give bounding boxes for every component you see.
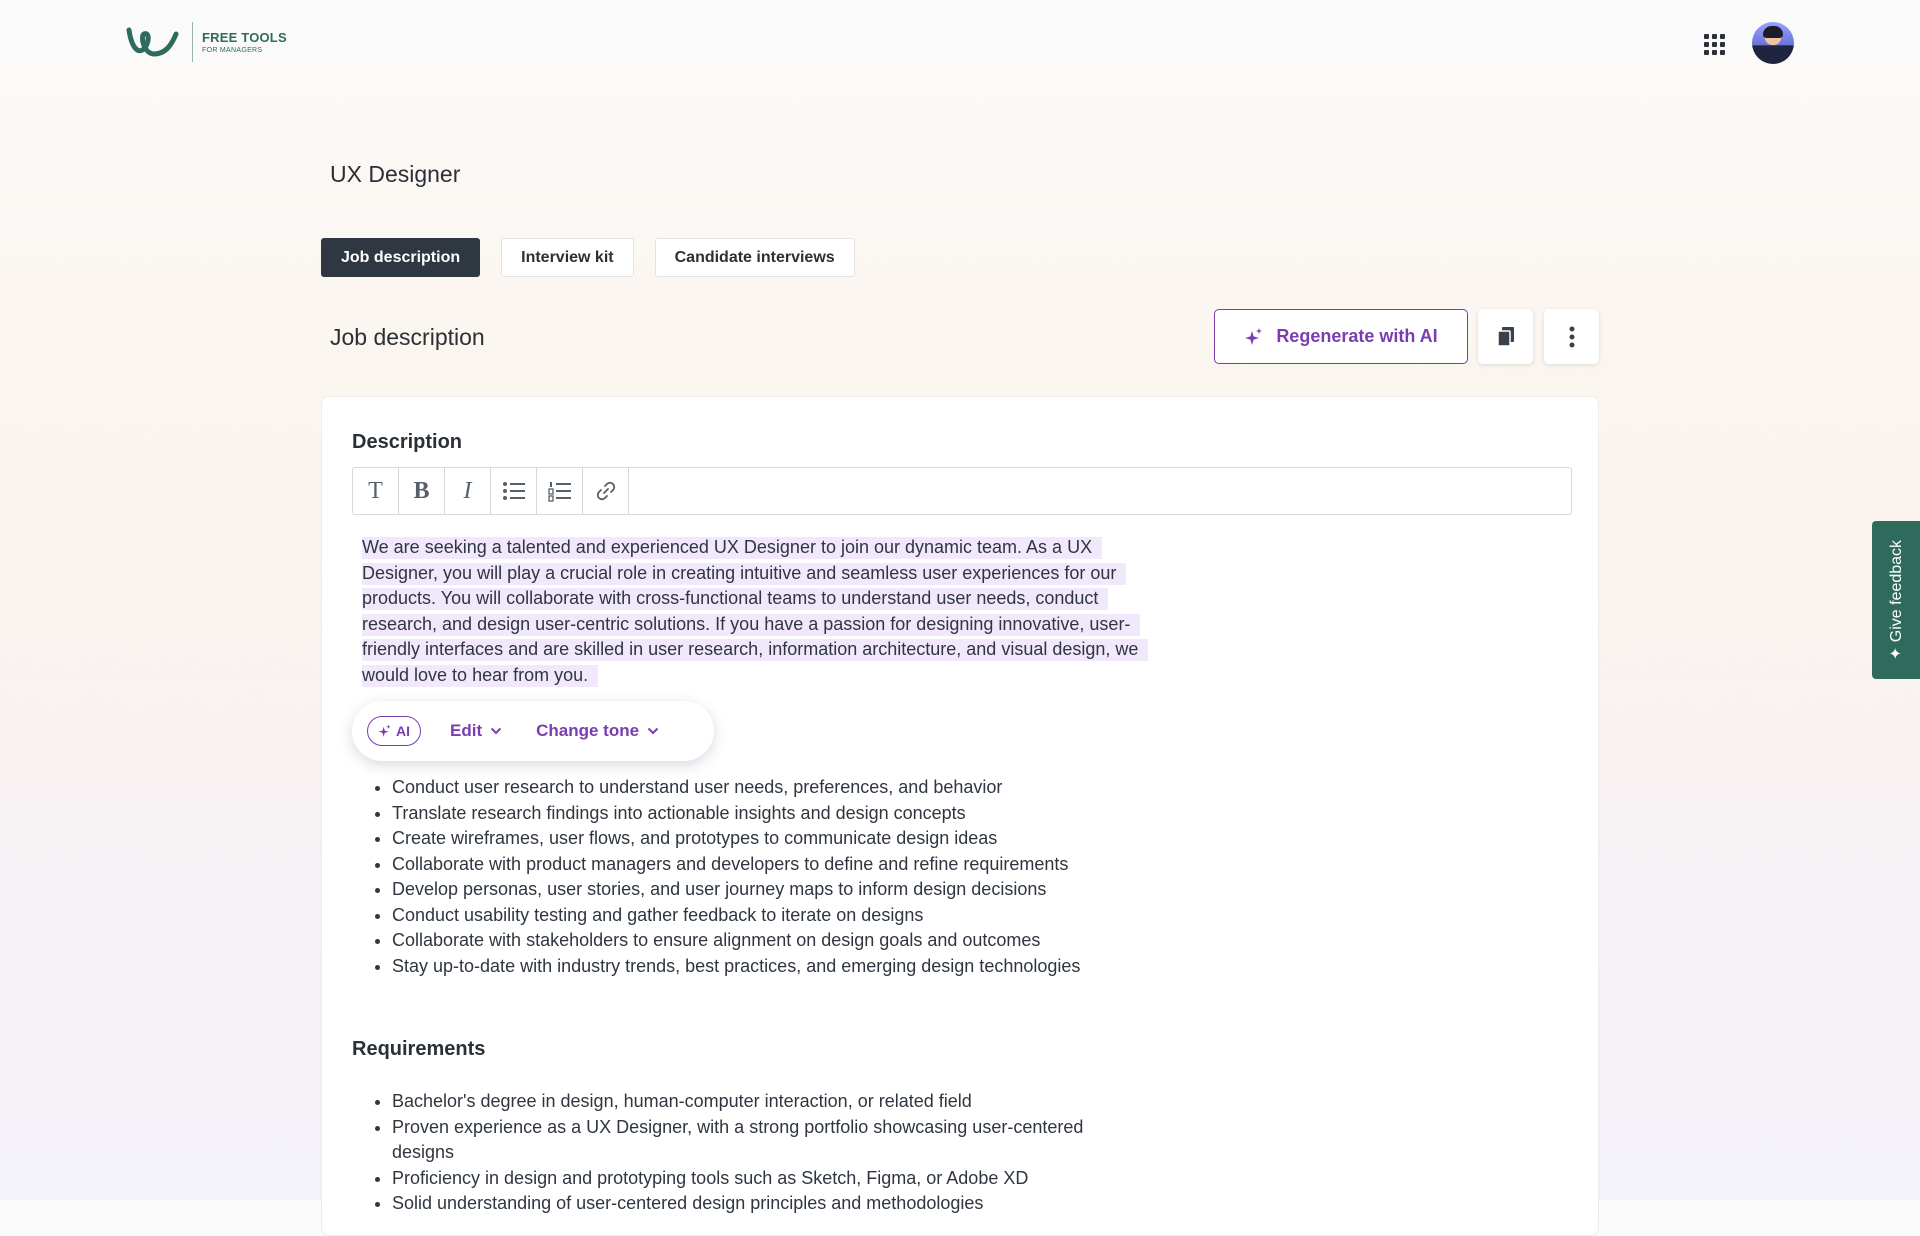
list-item: Solid understanding of user-centered design principles and methodologies bbox=[392, 1191, 1112, 1217]
chevron-down-icon bbox=[490, 727, 502, 735]
selected-description: We are seeking a talented and experienced UX Designer to join our dynamic team. As a UX Designer, you will play a crucial role in creating intuitive and seamless user experiences for our products. You will collaborate with cross-functional teams to understand user needs, conduct research, and design user-centric solutions. If you have a passion for designing innovative, user-friendly interfaces and are skilled in user research, information architecture, and visual design, we would love to hear from you. bbox=[362, 537, 1148, 687]
list-item: Translate research findings into actionable insights and design concepts bbox=[392, 801, 1192, 827]
edit-menu[interactable] bbox=[450, 721, 502, 741]
editor-toolbar bbox=[352, 467, 1572, 515]
logo-mark-icon bbox=[126, 24, 182, 60]
more-vertical-icon bbox=[1569, 326, 1575, 348]
give-feedback-label: ✦ Give feedback bbox=[1888, 539, 1905, 661]
logo-text bbox=[202, 31, 287, 54]
description-label: Description bbox=[352, 431, 463, 453]
give-feedback-button[interactable] bbox=[1872, 521, 1920, 679]
logo-divider bbox=[192, 22, 193, 62]
responsibilities-list bbox=[392, 775, 1192, 979]
grid-icon[interactable] bbox=[1700, 30, 1726, 56]
regenerate-with-ai-button[interactable] bbox=[1214, 309, 1468, 364]
ai-popover bbox=[352, 701, 714, 761]
text-style-icon[interactable]: T bbox=[353, 468, 399, 514]
regenerate-label: Regenerate with AI bbox=[1276, 326, 1438, 346]
requirements-label: Requirements bbox=[352, 1038, 486, 1060]
section-title: Job description bbox=[330, 324, 485, 350]
list-item: Bachelor's degree in design, human-computer interaction, or related field bbox=[392, 1089, 1112, 1115]
chevron-down-icon bbox=[647, 727, 659, 735]
italic-icon[interactable]: I bbox=[445, 468, 491, 514]
list-item: Proven experience as a UX Designer, with a strong portfolio showcasing user-centered designs bbox=[392, 1115, 1112, 1166]
list-item: Create wireframes, user flows, and prototypes to communicate design ideas bbox=[392, 826, 1192, 852]
list-item: Collaborate with stakeholders to ensure alignment on design goals and outcomes bbox=[392, 928, 1192, 954]
logo-subtitle: FOR MANAGERS bbox=[202, 46, 263, 54]
edit-label: Edit bbox=[450, 721, 483, 740]
tab-bar bbox=[321, 238, 855, 277]
top-bar bbox=[0, 0, 1920, 84]
more-options-button[interactable] bbox=[1544, 309, 1599, 364]
ai-button[interactable] bbox=[367, 716, 421, 746]
tab-candidate-interviews[interactable]: Candidate interviews bbox=[655, 238, 855, 277]
sparkle-icon bbox=[1244, 327, 1264, 347]
list-item: Proficiency in design and prototyping tools such as Sketch, Figma, or Adobe XD bbox=[392, 1166, 1112, 1192]
tab-job-description[interactable]: Job description bbox=[321, 238, 480, 277]
link-icon[interactable] bbox=[583, 468, 629, 514]
page-title: UX Designer bbox=[330, 161, 461, 187]
ai-label: AI bbox=[396, 723, 410, 739]
tab-interview-kit[interactable]: Interview kit bbox=[501, 238, 633, 277]
numbered-list-icon[interactable] bbox=[537, 468, 583, 514]
logo-title: FREE TOOLS bbox=[202, 29, 287, 45]
job-description-card bbox=[321, 396, 1599, 1236]
list-item: Conduct user research to understand user needs, preferences, and behavior bbox=[392, 775, 1192, 801]
list-item: Conduct usability testing and gather feedback to iterate on designs bbox=[392, 903, 1192, 929]
copy-icon bbox=[1496, 326, 1516, 348]
list-item: Stay up-to-date with industry trends, best practices, and emerging design technologies bbox=[392, 954, 1192, 980]
description-text[interactable] bbox=[362, 535, 1162, 688]
sparkle-icon bbox=[378, 724, 392, 738]
bullet-list-icon[interactable] bbox=[491, 468, 537, 514]
list-item: Develop personas, user stories, and user journey maps to inform design decisions bbox=[392, 877, 1192, 903]
bold-icon[interactable]: B bbox=[399, 468, 445, 514]
requirements-list bbox=[392, 1089, 1112, 1217]
change-tone-label: Change tone bbox=[536, 721, 640, 740]
list-item: Collaborate with product managers and developers to define and refine requirements bbox=[392, 852, 1192, 878]
logo[interactable] bbox=[126, 22, 287, 62]
user-avatar[interactable] bbox=[1752, 22, 1794, 64]
change-tone-menu[interactable] bbox=[536, 721, 659, 741]
copy-button[interactable] bbox=[1478, 309, 1533, 364]
